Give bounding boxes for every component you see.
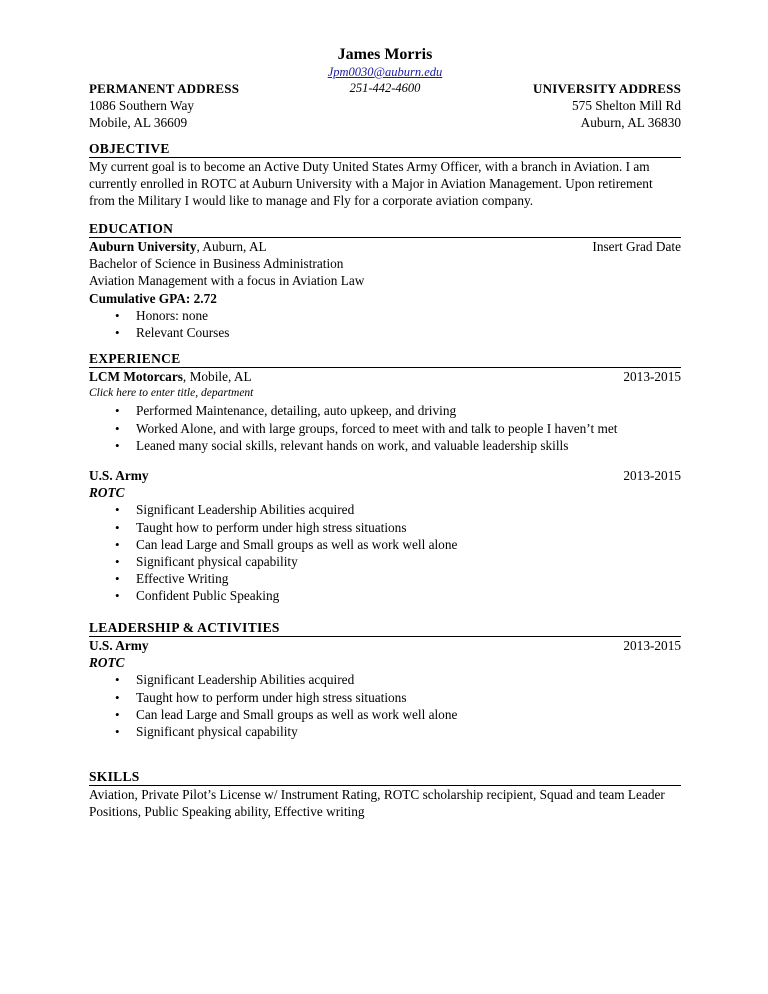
list-item: • Worked Alone, and with large groups, forced to meet with and talk to people I haven’t met [89, 420, 681, 437]
list-item: • Significant physical capability [89, 553, 681, 570]
job-title-placeholder[interactable]: Click here to enter title, department [89, 387, 254, 400]
list-item: • Can lead Large and Small groups as well as work well alone [89, 706, 681, 723]
list-item: • Significant Leadership Abilities acquired [89, 671, 681, 688]
job-bullets [89, 501, 681, 604]
job-date: 2013-2015 [623, 369, 681, 384]
objective-text: My current goal is to become an Active Duty United States Army Officer, with a branch in Aviation. I am currently enrolled in ROTC at Auburn University with a Major in Aviation Management. Upon retirement from the Military I would like to manage and Fly for a corporate aviation company. [89, 159, 653, 209]
permanent-address [89, 80, 239, 132]
education-school-line [89, 238, 267, 255]
experience-section [89, 351, 681, 454]
permanent-address-line2: Mobile, AL 36609 [89, 115, 188, 131]
leadership-org: U.S. Army [89, 638, 149, 653]
job-org: LCM Motorcars [89, 369, 183, 384]
phone-number: 251-442-4600 [349, 81, 421, 95]
education-section [89, 221, 681, 341]
job-org-line [89, 368, 252, 385]
education-title: EDUCATION [89, 221, 681, 238]
graduation-date: Insert Grad Date [592, 239, 681, 254]
skills-title: SKILLS [89, 769, 681, 786]
job-header-row [89, 368, 681, 385]
gpa: Cumulative GPA: 2.72 [89, 290, 217, 306]
permanent-address-label: PERMANENT ADDRESS [89, 81, 240, 96]
list-item: • Effective Writing [89, 570, 681, 587]
experience-title: EXPERIENCE [89, 351, 681, 368]
university-address-label: UNIVERSITY ADDRESS [533, 81, 681, 96]
education-header-row [89, 238, 681, 255]
list-item: • Performed Maintenance, detailing, auto upkeep, and driving [89, 402, 681, 419]
degree: Bachelor of Science in Business Administration [89, 256, 344, 272]
leadership-section [89, 620, 681, 740]
leadership-bullets [89, 671, 681, 740]
list-item: • Significant physical capability [89, 723, 681, 740]
job-header-row [89, 467, 681, 484]
list-item: • Significant Leadership Abilities acquired [89, 501, 681, 518]
education-bullets [89, 307, 681, 341]
objective-title: OBJECTIVE [89, 141, 681, 158]
list-item: • Leaned many social skills, relevant hands on work, and valuable leadership skills [89, 437, 681, 454]
job-org: U.S. Army [89, 468, 149, 483]
skills-section [89, 769, 681, 820]
school-name: Auburn University [89, 239, 197, 254]
list-item: • Relevant Courses [89, 324, 681, 341]
leadership-header-row [89, 637, 681, 654]
leadership-date: 2013-2015 [623, 638, 681, 653]
university-address [533, 80, 681, 132]
permanent-address-line1: 1086 Southern Way [89, 98, 195, 114]
leadership-title: LEADERSHIP & ACTIVITIES [89, 620, 681, 637]
objective-section [89, 141, 681, 210]
email-link[interactable]: Jpm0030@auburn.edu [327, 65, 443, 79]
army-experience [89, 467, 681, 605]
school-location: , Auburn, AL [196, 239, 267, 254]
list-item: • Honors: none [89, 307, 681, 324]
list-item: • Can lead Large and Small groups as well as work well alone [89, 536, 681, 553]
candidate-name: James Morris [337, 46, 433, 63]
degree-focus: Aviation Management with a focus in Aviation Law [89, 273, 365, 289]
job-bullets [89, 402, 681, 454]
job-subtitle: ROTC [89, 485, 125, 501]
university-address-line1: 575 Shelton Mill Rd [572, 98, 681, 114]
leadership-subtitle: ROTC [89, 655, 125, 671]
list-item: • Confident Public Speaking [89, 587, 681, 604]
job-date: 2013-2015 [623, 468, 681, 483]
list-item: • Taught how to perform under high stress situations [89, 519, 681, 536]
job-location: , Mobile, AL [182, 369, 252, 384]
skills-text: Aviation, Private Pilot’s License w/ Instrument Rating, ROTC scholarship recipient, Squad and team Leader Positions, Public Speaking ability, Effective writing [89, 787, 665, 820]
list-item: • Taught how to perform under high stress situations [89, 689, 681, 706]
university-address-line2: Auburn, AL 36830 [580, 115, 681, 131]
